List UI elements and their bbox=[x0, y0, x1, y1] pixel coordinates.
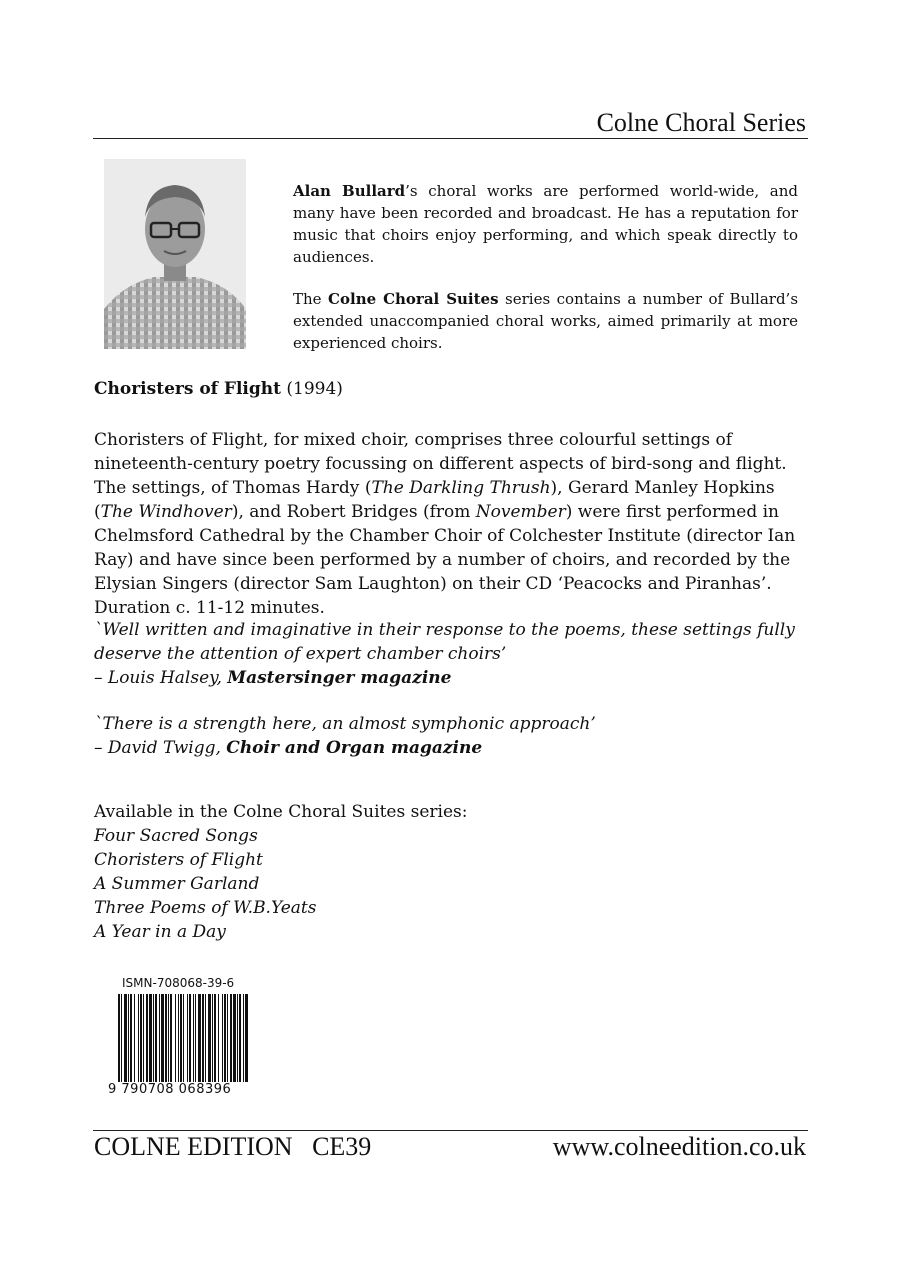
barcode-bar bbox=[208, 994, 211, 1082]
barcode-bar bbox=[175, 994, 176, 1082]
barcode-bar bbox=[205, 994, 206, 1082]
list-item: A Summer Garland bbox=[94, 874, 260, 894]
barcode-digits: 9 790708 068396 bbox=[108, 1082, 232, 1097]
poem-title: The Windhover bbox=[100, 502, 232, 522]
review-quote bbox=[94, 712, 806, 760]
barcode-bar bbox=[130, 994, 132, 1082]
barcode-bar bbox=[187, 994, 188, 1082]
page-header bbox=[93, 106, 808, 139]
barcode-bar bbox=[214, 994, 216, 1082]
publisher-code: COLNE EDITION CE39 bbox=[94, 1132, 372, 1161]
barcode-bar bbox=[170, 994, 172, 1082]
barcode-bar bbox=[159, 994, 160, 1082]
list-item: Choristers of Flight bbox=[94, 850, 263, 870]
quote-author: – David Twigg, bbox=[94, 738, 227, 758]
review-quote bbox=[94, 618, 806, 690]
barcode-bar bbox=[233, 994, 236, 1082]
barcode-bar bbox=[218, 994, 219, 1082]
barcode-bar bbox=[198, 994, 201, 1082]
desc-text: ), and Robert Bridges (from bbox=[231, 502, 476, 522]
quote-text: `There is a strength here, an almost symphonic approach’ bbox=[94, 714, 596, 734]
barcode-bar bbox=[146, 994, 148, 1082]
barcode-bar bbox=[212, 994, 213, 1082]
quote-source: Mastersinger magazine bbox=[227, 668, 452, 688]
barcode-bar bbox=[193, 994, 194, 1082]
barcode-bar bbox=[222, 994, 223, 1082]
barcode-bar bbox=[149, 994, 152, 1082]
barcode-bar bbox=[183, 994, 184, 1082]
barcode-bars bbox=[118, 994, 248, 1082]
bio-paragraph-1 bbox=[293, 180, 798, 268]
barcode-bar bbox=[195, 994, 196, 1082]
barcode-bar bbox=[121, 994, 122, 1082]
barcode-bar bbox=[155, 994, 157, 1082]
composer-bio bbox=[293, 180, 798, 374]
barcode-bar bbox=[153, 994, 154, 1082]
series-title: Colne Choral Series bbox=[596, 108, 806, 137]
list-item: A Year in a Day bbox=[94, 922, 226, 942]
barcode-bar bbox=[245, 994, 248, 1082]
bio-text-2a: The bbox=[293, 290, 329, 308]
quote-attribution bbox=[94, 736, 806, 760]
page-footer bbox=[93, 1130, 808, 1167]
desc-text: Choristers of Flight, for mixed choir, comprises three colourful settings of nineteenth-century poetry focussing on different aspects of bird-song and flight. The settings, of Thomas Hardy ( bbox=[94, 430, 787, 498]
barcode-bar bbox=[140, 994, 142, 1082]
quote-text: `Well written and imaginative in their response to the poems, these settings fully deserve the attention of expert chamber choirs’ bbox=[94, 620, 795, 664]
barcode-bar bbox=[178, 994, 179, 1082]
barcode-bar bbox=[224, 994, 226, 1082]
poem-title: November bbox=[475, 502, 566, 522]
available-heading: Available in the Colne Choral Suites series: bbox=[94, 802, 468, 822]
desc-text: ), Gerard Manley Hopkins ( bbox=[94, 478, 775, 522]
barcode-bar bbox=[165, 994, 167, 1082]
portrait-image bbox=[104, 159, 246, 349]
barcode-bar bbox=[118, 994, 120, 1082]
composer-photo bbox=[104, 159, 246, 349]
series-name: Colne Choral Suites bbox=[328, 290, 499, 308]
quote-author: – Louis Halsey, bbox=[94, 668, 228, 688]
ismn-label: ISMN-708068-39-6 bbox=[122, 976, 235, 990]
work-description bbox=[94, 428, 806, 620]
barcode-bar bbox=[161, 994, 164, 1082]
list-item: Four Sacred Songs bbox=[94, 826, 258, 846]
work-heading bbox=[94, 379, 343, 399]
composer-name: Alan Bullard bbox=[293, 182, 406, 200]
quote-attribution bbox=[94, 666, 806, 690]
barcode-bar bbox=[124, 994, 127, 1082]
list-item: Three Poems of W.B.Yeats bbox=[94, 898, 317, 918]
barcode-bar bbox=[180, 994, 182, 1082]
barcode-bar bbox=[189, 994, 191, 1082]
barcode-bar bbox=[128, 994, 129, 1082]
barcode-bar bbox=[202, 994, 204, 1082]
quote-source: Choir and Organ magazine bbox=[226, 738, 483, 758]
barcode-bar bbox=[243, 994, 244, 1082]
bio-text-2b: series contains a number of Bullard’s extended unaccompanied choral works, aimed primarily at more experienced choirs. bbox=[293, 290, 799, 352]
desc-text: ) were first performed in Chelmsford Cathedral by the Chamber Choir of Colchester Institute (director Ian Ray) and have since been performed by a number of choirs, and recorded by the Elysian Singers (director Sam Laughton) on their CD ‘Peacocks and Piranhas’. Duration c. 11-12 minutes. bbox=[94, 502, 796, 618]
barcode-bar bbox=[230, 994, 232, 1082]
work-year: (1994) bbox=[280, 379, 343, 399]
barcode-bar bbox=[227, 994, 228, 1082]
website-url: www.colneedition.co.uk bbox=[552, 1132, 806, 1161]
barcode-bar bbox=[134, 994, 135, 1082]
bio-paragraph-2 bbox=[293, 288, 798, 354]
barcode-bar bbox=[143, 994, 144, 1082]
barcode-bar bbox=[239, 994, 241, 1082]
barcode-bar bbox=[237, 994, 238, 1082]
barcode-bar bbox=[168, 994, 169, 1082]
available-list bbox=[94, 800, 467, 944]
bio-text-1: ’s choral works are performed world-wide, and many have been recorded and broadcast. He has a reputation for music that choirs enjoy performing, and which speak directly to audiences. bbox=[293, 182, 798, 266]
work-title: Choristers of Flight bbox=[94, 379, 281, 399]
barcode bbox=[108, 976, 250, 1102]
barcode-bar bbox=[138, 994, 139, 1082]
poem-title: The Darkling Thrush bbox=[371, 478, 551, 498]
